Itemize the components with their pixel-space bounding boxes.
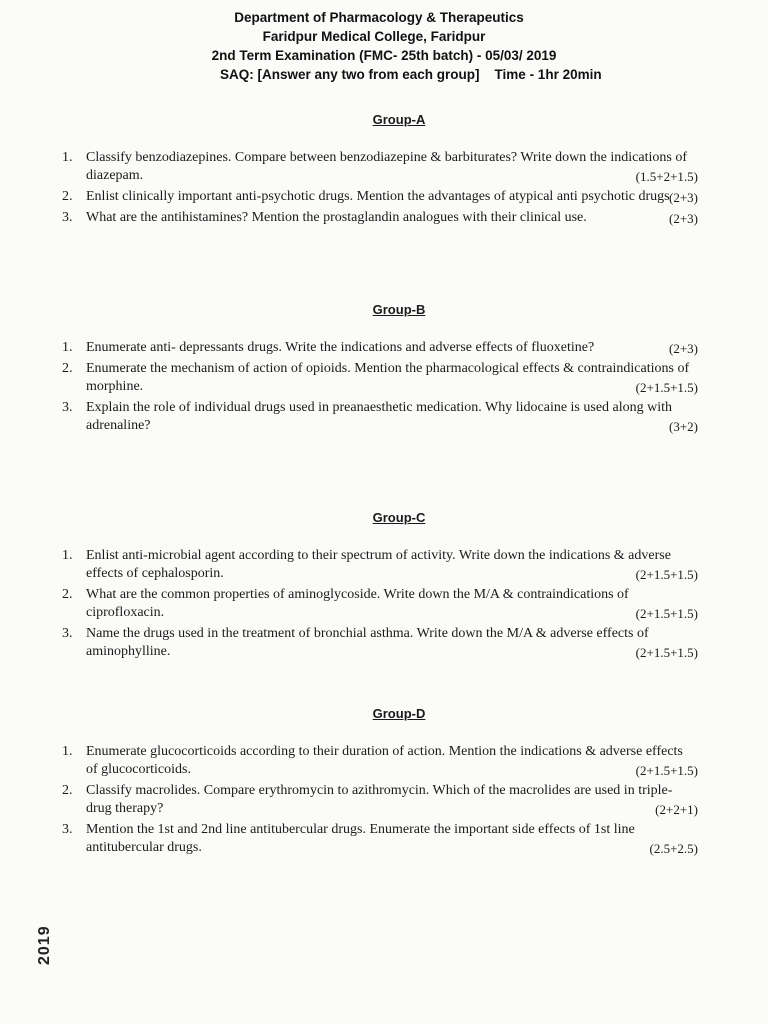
group-title: Group-C xyxy=(372,510,426,525)
question-marks: (2+3) xyxy=(669,341,698,356)
question-text: Mention the 1st and 2nd line antitubercular drugs. Enumerate the important side effects of 1st line antitubercular drugs. xyxy=(86,822,635,855)
question-number: 2. xyxy=(62,361,73,376)
exam-instructions-line xyxy=(60,65,768,84)
group-d xyxy=(0,706,768,860)
question-text: Enlist clinically important anti-psychotic drugs. Mention the advantages of atypical anti psychotic drugs xyxy=(86,189,670,204)
question-marks: (2+1.5+1.5) xyxy=(635,645,698,660)
year-stamp: 2019 xyxy=(36,925,53,965)
question-text: What are the common properties of aminoglycoside. Write down the M/A & contraindications of ciprofloxacin. xyxy=(86,587,629,620)
question-text: Name the drugs used in the treatment of bronchial asthma. Write down the M/A & adverse effects of aminophylline. xyxy=(86,626,649,659)
question-item xyxy=(62,821,702,857)
question-marks: (2+1.5+1.5) xyxy=(635,763,698,778)
question-item xyxy=(62,209,702,227)
question-text: Enumerate anti- depressants drugs. Write the indications and adverse effects of fluoxetine? xyxy=(86,340,595,355)
question-text: Enlist anti-microbial agent according to their spectrum of activity. Write down the indications & adverse effects of cephalosporin. xyxy=(86,548,671,581)
question-item xyxy=(62,399,702,435)
question-number: 3. xyxy=(62,626,73,641)
question-number: 2. xyxy=(62,783,73,798)
question-text: Classify macrolides. Compare erythromycin to azithromycin. Which of the macrolides are used in triple-drug therapy? xyxy=(86,783,673,816)
question-text: What are the antihistamines? Mention the prostaglandin analogues with their clinical use. xyxy=(86,210,587,225)
question-item xyxy=(62,782,702,818)
question-marks: (2+1.5+1.5) xyxy=(635,380,698,395)
question-marks: (2.5+2.5) xyxy=(649,841,698,856)
question-item xyxy=(62,339,702,357)
exam-header xyxy=(0,8,768,84)
group-b xyxy=(0,302,768,438)
question-text: Explain the role of individual drugs used in preanaesthetic medication. Why lidocaine is used along with adrenaline? xyxy=(86,400,673,433)
question-marks: (2+1.5+1.5) xyxy=(635,606,698,621)
question-marks: (2+3) xyxy=(669,211,698,226)
question-item xyxy=(62,547,702,583)
group-title: Group-B xyxy=(372,302,426,317)
exam-time: Time - 1hr 20min xyxy=(494,67,602,82)
question-number: 3. xyxy=(62,210,73,225)
department-name: Department of Pharmacology & Therapeutics xyxy=(234,10,524,25)
question-item xyxy=(62,188,702,206)
question-number: 3. xyxy=(62,400,73,415)
question-number: 2. xyxy=(62,189,73,204)
question-marks: (2+2+1) xyxy=(655,802,698,817)
group-c xyxy=(0,510,768,664)
question-number: 1. xyxy=(62,340,73,355)
question-item xyxy=(62,625,702,661)
college-name: Faridpur Medical College, Faridpur xyxy=(262,29,486,44)
question-number: 1. xyxy=(62,150,73,165)
question-text: Enumerate glucocorticoids according to their duration of action. Mention the indications & adverse effects of glucocorticoids. xyxy=(86,744,683,777)
question-marks: (2+3) xyxy=(669,190,698,205)
question-number: 2. xyxy=(62,587,73,602)
question-text: Enumerate the mechanism of action of opioids. Mention the pharmacological effects & contraindications of morphine. xyxy=(86,361,690,394)
question-marks: (1.5+2+1.5) xyxy=(635,169,698,184)
question-item xyxy=(62,743,702,779)
question-number: 1. xyxy=(62,744,73,759)
exam-instructions: SAQ: [Answer any two from each group] xyxy=(220,67,480,82)
question-number: 3. xyxy=(62,822,73,837)
group-title: Group-A xyxy=(372,112,426,127)
question-number: 1. xyxy=(62,548,73,563)
question-marks: (2+1.5+1.5) xyxy=(635,567,698,582)
question-marks: (3+2) xyxy=(669,419,698,434)
question-text: Classify benzodiazepines. Compare between benzodiazepine & barbiturates? Write down the indications of diazepam. xyxy=(86,150,687,183)
question-item xyxy=(62,360,702,396)
exam-title: 2nd Term Examination (FMC- 25th batch) - 05/03/ 2019 xyxy=(211,48,557,63)
question-item xyxy=(62,586,702,622)
group-title: Group-D xyxy=(372,706,426,721)
question-item xyxy=(62,149,702,185)
group-a xyxy=(0,112,768,230)
